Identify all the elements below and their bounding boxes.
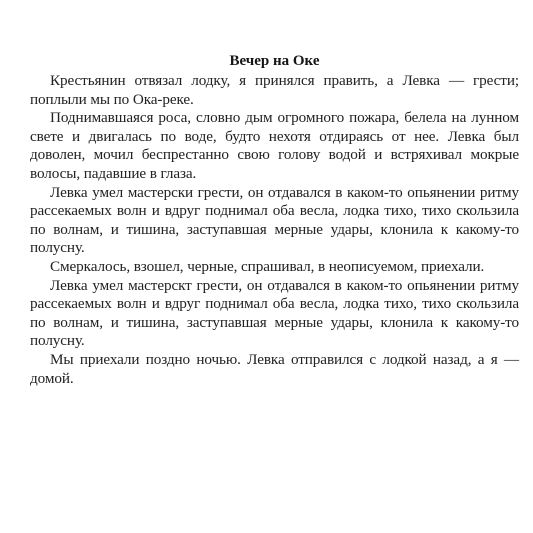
paragraph: Смеркалось, взошел, черные, спрашивал, в неописуемом, приехали. (50, 257, 485, 275)
document-title: Вечер на Оке (229, 53, 320, 69)
paragraph: Левка умел мастерскт грести, он отдавался в каком-то опьянении ритму рассекаемых волн и вдруг поднимал оба весла, лодка тихо, тихо скользила по волнам, и тишина, заступавшая мерные удары, клонила к какому-то полусну. (30, 276, 519, 350)
paragraph: Крестьянин отвязал лодку, я принялся править, а Левка — грести; поплыли мы по Ока-реке. (30, 72, 519, 108)
paragraph: Левка умел мастерски грести, он отдавался в каком-то опьянении ритму рассекаемых волн и вдруг поднимал оба весла, лодка тихо, тихо скользила по волнам, и тишина, заступавшая мерные удары, клонила к какому-то полусну. (30, 183, 519, 257)
paragraph: Мы приехали поздно ночью. Левка отправился с лодкой назад, а я — домой. (30, 350, 519, 387)
paragraph: Поднимавшаяся роса, словно дым огромного пожара, белела на лунном свете и двигалась по воде, будто нехотя отдираясь от нее. Левка был доволен, мочил беспрестанно свою голову водой и встряхивал мокрые волосы, падавшие в глаза. (30, 109, 519, 182)
document-body (30, 72, 519, 388)
